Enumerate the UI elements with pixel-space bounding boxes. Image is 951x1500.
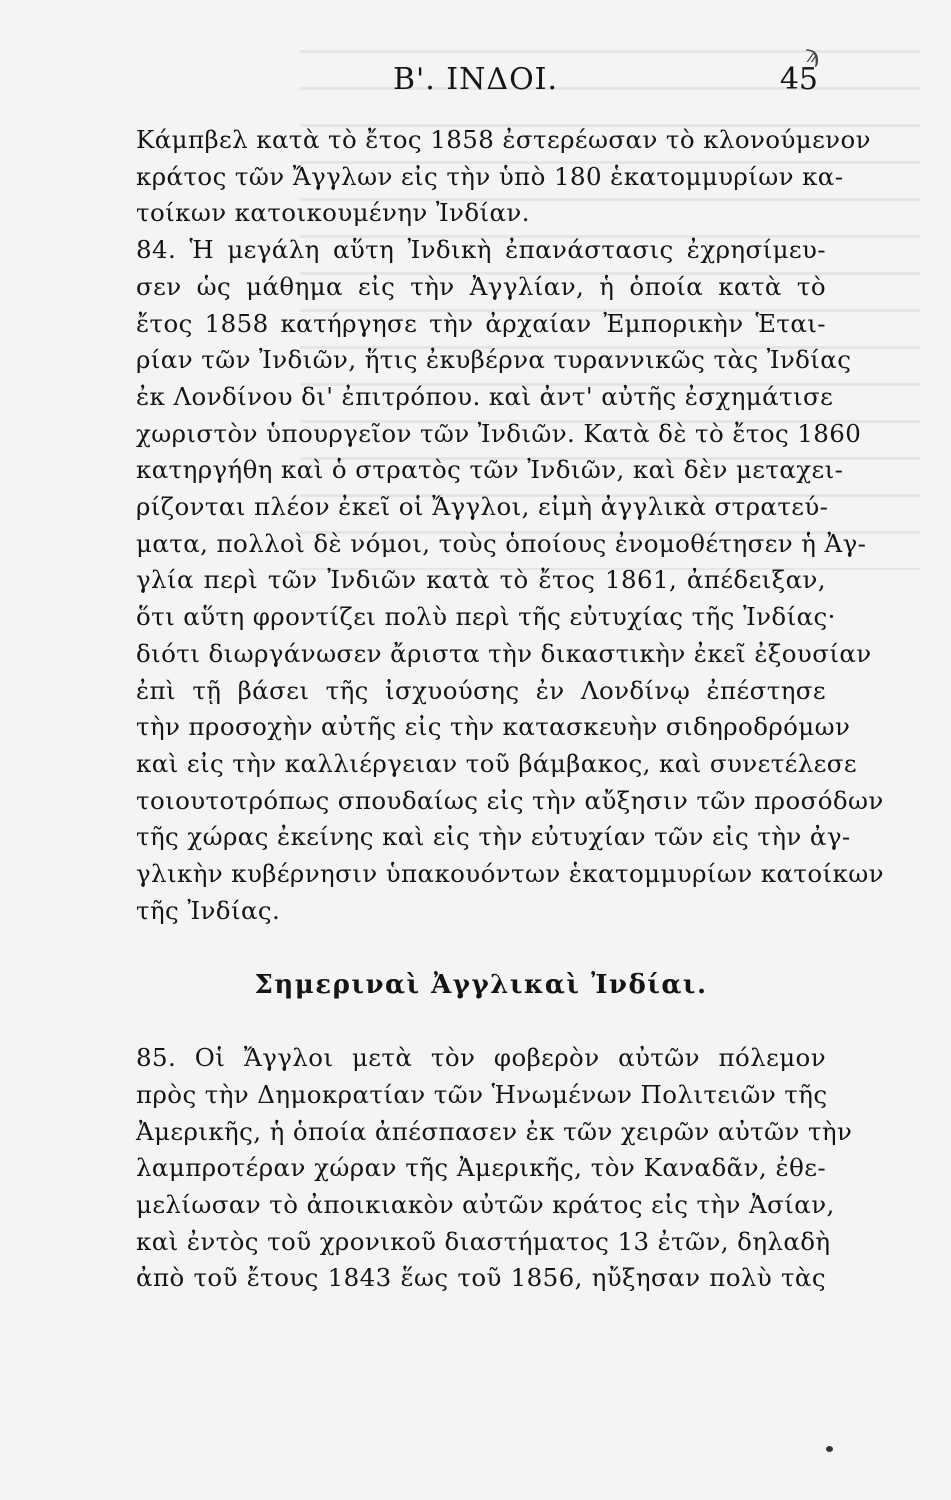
- paragraph-84: [136, 232, 884, 929]
- text-line: χωριστὸν ὑπουργεῖον τῶν Ἰνδιῶν. Κατὰ δὲ τὸ ἔτος 1860: [136, 418, 862, 448]
- paragraph-85: [136, 1040, 853, 1297]
- text-line: τοίκων κατοικουμένην Ἰνδίαν.: [136, 198, 530, 228]
- corner-mark: ϡ: [805, 40, 819, 68]
- page-number: 45: [779, 62, 818, 97]
- text-line: Κάμπβελ κατὰ τὸ ἔτος 1858 ἐστερέωσαν τὸ κλονούμενον: [136, 125, 871, 154]
- text-line: γλικὴν κυβέρνησιν ὑπακουόντων ἑκατομμυρίων κατοίκων: [136, 859, 884, 889]
- text-line: 84. Ἡ μεγάλη αὕτη Ἰνδικὴ ἐπανάστασις ἐχρησίμευ-: [136, 235, 826, 265]
- running-title: Β'. ΙΝΔΟΙ.: [392, 62, 559, 97]
- text-line: ἀπὸ τοῦ ἔτους 1843 ἕως τοῦ 1856, ηὔξησαν πολὺ τὰς: [136, 1263, 826, 1293]
- text-line: μελίωσαν τὸ ἀποικιακὸν αὐτῶν κράτος εἰς τὴν Ἀσίαν,: [136, 1189, 835, 1219]
- text-line: ὅτι αὕτη φροντίζει πολὺ περὶ τῆς εὐτυχίας τῆς Ἰνδίας·: [136, 602, 836, 632]
- text-line: ρίζονται πλέον ἐκεῖ οἱ Ἄγγλοι, εἰμὴ ἀγγλικὰ στρατεύ-: [136, 492, 829, 522]
- text-line: τοιουτοτρόπως σπουδαίως εἰς τὴν αὔξησιν τῶν προσόδων: [136, 785, 884, 815]
- text-line: ἐπὶ τῇ βάσει τῆς ἰσχυούσης ἐν Λονδίνῳ ἐπέστησε: [136, 675, 826, 705]
- page-body: [136, 122, 884, 1297]
- paragraph-1: [136, 122, 871, 232]
- text-line: ματα, πολλοὶ δὲ νόμοι, τοὺς ὁποίους ἐνομοθέτησεν ἡ Ἀγ-: [136, 528, 867, 558]
- text-line: καὶ εἰς τὴν καλλιέργειαν τοῦ βάμβακος, καὶ συνετέλεσε: [136, 748, 857, 778]
- text-line: γλία περὶ τῶν Ἰνδιῶν κατὰ τὸ ἔτος 1861, ἀπέδειξαν,: [136, 565, 826, 595]
- text-line: τῆς Ἰνδίας.: [136, 895, 281, 925]
- text-line: ἐκ Λονδίνου δι' ἐπιτρόπου. καὶ ἀντ' αὐτῆς ἐσχημάτισε: [136, 381, 834, 411]
- text-line: καὶ ἐντὸς τοῦ χρονικοῦ διαστήματος 13 ἐτῶν, δηλαδὴ: [136, 1226, 831, 1256]
- text-line: Ἀμερικῆς, ἡ ὁποία ἀπέσπασεν ἐκ τῶν χειρῶν αὐτῶν τὴν: [136, 1116, 853, 1146]
- ink-speck: [826, 1446, 833, 1452]
- text-line: λαμπροτέραν χώραν τῆς Ἀμερικῆς, τὸν Καναδᾶν, ἐθε-: [136, 1153, 826, 1183]
- text-line: πρὸς τὴν Δημοκρατίαν τῶν Ἡνωμένων Πολιτειῶν τῆς: [136, 1079, 828, 1109]
- running-header: [0, 40, 951, 102]
- text-line: τῆς χώρας ἐκείνης καὶ εἰς τὴν εὐτυχίαν τῶν εἰς τὴν ἀγ-: [136, 822, 851, 852]
- text-line: τὴν προσοχὴν αὐτῆς εἰς τὴν κατασκευὴν σιδηροδρόμων: [136, 712, 851, 742]
- text-line: ρίαν τῶν Ἰνδιῶν, ἥτις ἐκυβέρνα τυραννικῶς τὰς Ἰνδίας: [136, 345, 852, 375]
- text-line: σεν ὡς μάθημα εἰς τὴν Ἀγγλίαν, ἡ ὁποία κατὰ τὸ: [136, 271, 826, 301]
- text-line: ἔτος 1858 κατήργησε τὴν ἀρχαίαν Ἐμπορικὴν Ἑται-: [136, 308, 826, 338]
- section-heading: Σημεριναὶ Ἀγγλικαὶ Ἰνδίαι.: [254, 970, 708, 1001]
- text-line: 85. Οἱ Ἄγγλοι μετὰ τὸν φοβερὸν αὐτῶν πόλεμον: [136, 1043, 826, 1073]
- text-line: διότι διωργάνωσεν ἄριστα τὴν δικαστικὴν ἐκεῖ ἐξουσίαν: [136, 638, 872, 668]
- text-line: κατηργήθη καὶ ὁ στρατὸς τῶν Ἰνδιῶν, καὶ δὲν μεταχει-: [136, 455, 844, 485]
- text-line: κράτος τῶν Ἄγγλων εἰς τὴν ὑπὸ 180 ἑκατομμυρίων κα-: [136, 161, 844, 191]
